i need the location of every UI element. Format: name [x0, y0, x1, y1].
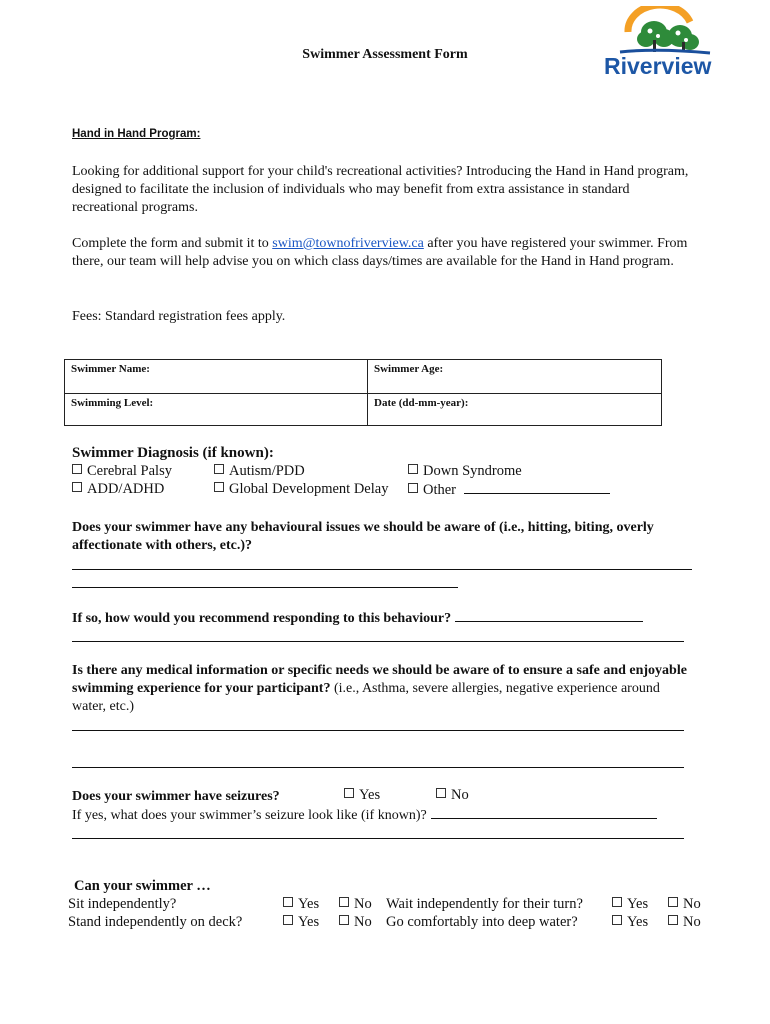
date-field[interactable]: Date (dd-mm-year): — [368, 394, 662, 426]
swimmer-age-field[interactable]: Swimmer Age: — [368, 360, 662, 394]
checkbox[interactable] — [668, 915, 678, 925]
checkbox[interactable] — [72, 464, 82, 474]
diagnosis-option-other[interactable]: Other — [408, 481, 610, 499]
checkbox[interactable] — [436, 788, 446, 798]
answer-line[interactable] — [455, 609, 643, 622]
checkbox[interactable] — [339, 915, 349, 925]
can-item-label: Sit independently? — [68, 896, 177, 912]
checkbox[interactable] — [408, 464, 418, 474]
can-item-label: Go comfortably into deep water? — [386, 914, 578, 930]
checkbox[interactable] — [344, 788, 354, 798]
stand-yes-option[interactable]: Yes — [283, 914, 319, 931]
seizure-description-question: If yes, what does your swimmer’s seizure look like (if known)? — [72, 806, 657, 824]
swimming-level-field[interactable]: Swimming Level: — [65, 394, 368, 426]
checkbox[interactable] — [668, 897, 678, 907]
section-title: Hand in Hand Program: — [72, 128, 201, 140]
answer-line[interactable] — [72, 838, 684, 839]
email-link[interactable]: swim@townofriverview.ca — [272, 236, 424, 251]
riverview-logo — [598, 6, 736, 86]
checkbox[interactable] — [214, 482, 224, 492]
diagnosis-title: Swimmer Diagnosis (if known): — [72, 445, 274, 461]
behaviour-question: Does your swimmer have any behavioural issues we should be aware of (i.e., hitting, biting, overly affectionate with others, etc.)? — [72, 520, 654, 553]
can-item-label: Wait independently for their turn? — [386, 896, 583, 912]
checkbox[interactable] — [283, 915, 293, 925]
logo-wordmark: Riverview — [604, 53, 712, 79]
swimmer-name-field[interactable]: Swimmer Name: — [65, 360, 368, 394]
diagnosis-option-add-adhd[interactable]: ADD/ADHD — [72, 481, 164, 498]
checkbox[interactable] — [214, 464, 224, 474]
submit-instructions: Complete the form and submit it to swim@townofriverview.ca after you have registered your swimmer. From there, our team will help advise you on which class days/times are available for the Hand in Hand program. — [72, 236, 688, 269]
responding-question: If so, how would you recommend responding to this behaviour? — [72, 609, 643, 628]
swimmer-info-table — [64, 359, 662, 426]
can-item-label: Stand independently on deck? — [68, 914, 243, 930]
wait-no-option[interactable]: No — [668, 896, 701, 913]
answer-line[interactable] — [72, 587, 458, 588]
diagnosis-option-autism[interactable]: Autism/PDD — [214, 463, 305, 480]
medical-question: Is there any medical information or specific needs we should be aware of to ensure a safe and enjoyable swimming experience for your participant? (i.e., Asthma, severe allergies, negative experience around water, etc.) — [72, 663, 687, 714]
sit-no-option[interactable]: No — [339, 896, 372, 913]
answer-line[interactable] — [72, 767, 684, 768]
checkbox[interactable] — [283, 897, 293, 907]
fees-note: Fees: Standard registration fees apply. — [72, 309, 286, 324]
answer-line[interactable] — [72, 730, 684, 731]
stand-no-option[interactable]: No — [339, 914, 372, 931]
deep-water-yes-option[interactable]: Yes — [612, 914, 648, 931]
diagnosis-option-cerebral-palsy[interactable]: Cerebral Palsy — [72, 463, 172, 480]
wait-yes-option[interactable]: Yes — [612, 896, 648, 913]
checkbox[interactable] — [72, 482, 82, 492]
checkbox[interactable] — [612, 915, 622, 925]
deep-water-no-option[interactable]: No — [668, 914, 701, 931]
other-input-line[interactable] — [464, 481, 610, 494]
form-title: Swimmer Assessment Form — [302, 47, 468, 62]
diagnosis-option-down-syndrome[interactable]: Down Syndrome — [408, 463, 522, 480]
checkbox[interactable] — [339, 897, 349, 907]
checkbox[interactable] — [408, 483, 418, 493]
seizures-no-option[interactable]: No — [436, 787, 469, 804]
intro-paragraph: Looking for additional support for your child's recreational activities? Introducing the Hand in Hand program, designed to facilitate the inclusion of individuals who may benefit from extra assistance in standard recreational programs. — [72, 164, 689, 215]
seizures-question: Does your swimmer have seizures? — [72, 789, 280, 804]
seizures-yes-option[interactable]: Yes — [344, 787, 380, 804]
can-swimmer-title: Can your swimmer … — [74, 878, 211, 894]
answer-line[interactable] — [72, 569, 692, 570]
diagnosis-option-global-delay[interactable]: Global Development Delay — [214, 481, 388, 498]
answer-line[interactable] — [72, 641, 684, 642]
checkbox[interactable] — [612, 897, 622, 907]
sit-yes-option[interactable]: Yes — [283, 896, 319, 913]
answer-line[interactable] — [431, 806, 657, 819]
